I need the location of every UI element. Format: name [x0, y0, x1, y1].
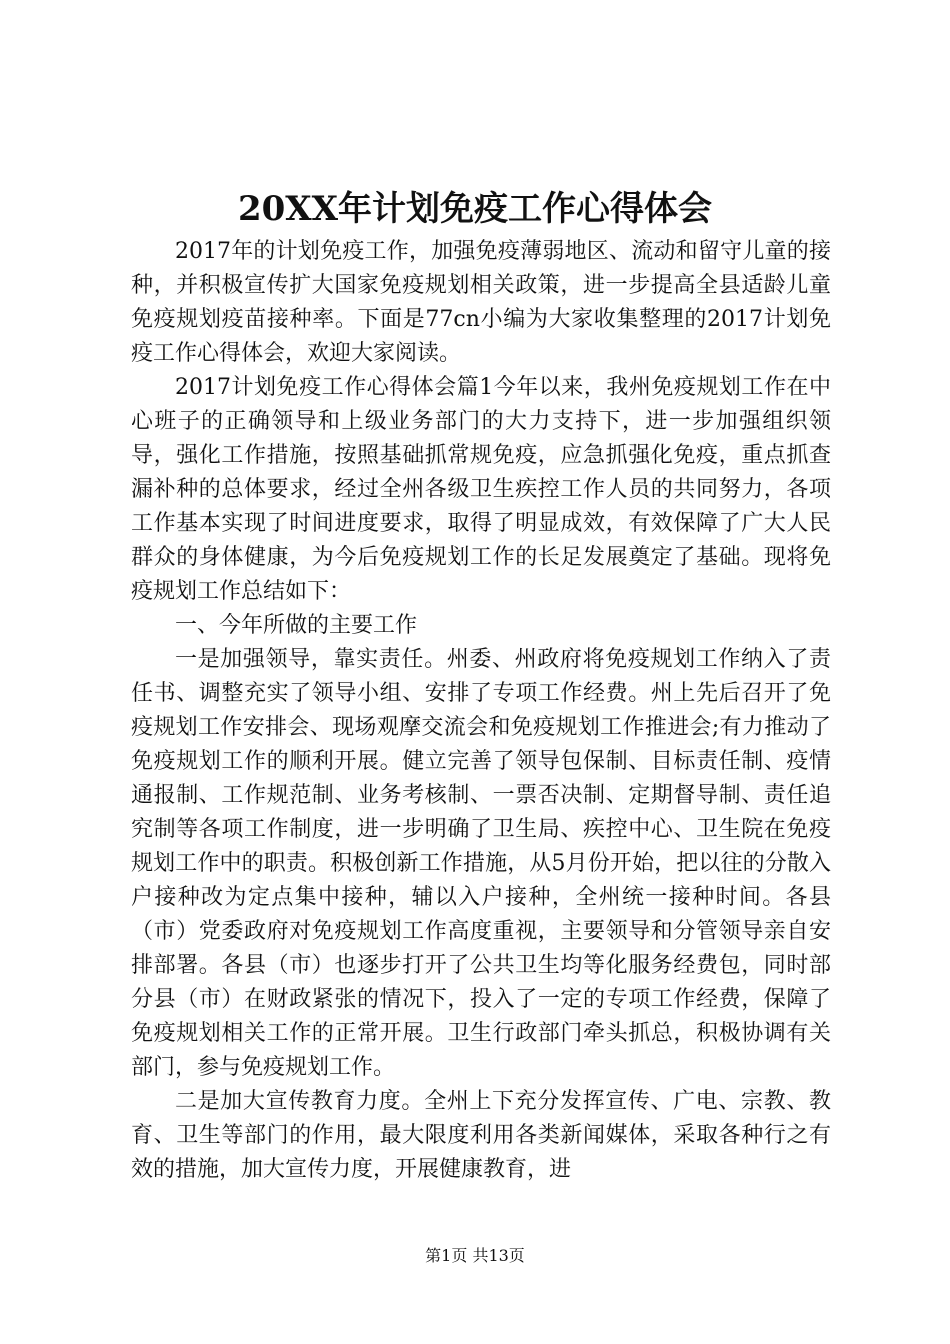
page-footer: 第1页 共13页 [425, 1246, 525, 1265]
paragraph-leadership: 一是加强领导，靠实责任。州委、州政府将免疫规划工作纳入了责任书、调整充实了领导小组、安排了专项工作经费。州上先后召开了免疫规划工作安排会、现场观摩交流会和免疫规划工作推进会;有力推动了免疫规划工作的顺利开展。健立完善了领导包保制、目标责任制、疫情通报制、工作规范制、业务考核制、一票否决制、定期督导制、责任追究制等各项工作制度，进一步明确了卫生局、疾控中心、卫生院在免疫规划工作中的职责。积极创新工作措施，从5月份开始，把以往的分散入户接种改为定点集中接种，辅以入户接种，全州统一接种时间。各县（市）党委政府对免疫规划工作高度重视，主要领导和分管领导亲自安排部署。各县（市）也逐步打开了公共卫生均等化服务经费包，同时部分县（市）在财政紧张的情况下，投入了一定的专项工作经费，保障了免疫规划相关工作的正常开展。卫生行政部门牵头抓总，积极协调有关部门，参与免疫规划工作。 [131, 647, 831, 1080]
paragraph-summary: 2017计划免疫工作心得体会篇1今年以来，我州免疫规划工作在中心班子的正确领导和上级业务部门的大力支持下，进一步加强组织领导，强化工作措施，按照基础抓常规免疫，应急抓强化免疫，重点抓查漏补种的总体要求，经过全州各级卫生疾控工作人员的共同努力，各项工作基本实现了时间进度要求，取得了明显成效，有效保障了广大人民群众的身体健康，为今后免疫规划工作的长足发展奠定了基础。现将免疫规划工作总结如下： [131, 375, 831, 604]
document-title: 20XX年计划免疫工作心得体会 [237, 189, 713, 229]
section-heading: 一、今年所做的主要工作 [175, 613, 418, 638]
paragraph-intro: 2017年的计划免疫工作，加强免疫薄弱地区、流动和留守儿童的接种，并积极宣传扩大国家免疫规划相关政策，进一步提高全县适龄儿童免疫规划疫苗接种率。下面是77cn小编为大家收集整理的2017计划免疫工作心得体会，欢迎大家阅读。 [131, 239, 831, 366]
paragraph-publicity: 二是加大宣传教育力度。全州上下充分发挥宣传、广电、宗教、教育、卫生等部门的作用，最大限度利用各类新闻媒体，采取各种行之有效的措施，加大宣传力度，开展健康教育，进 [131, 1089, 831, 1182]
document-body [131, 235, 831, 1187]
